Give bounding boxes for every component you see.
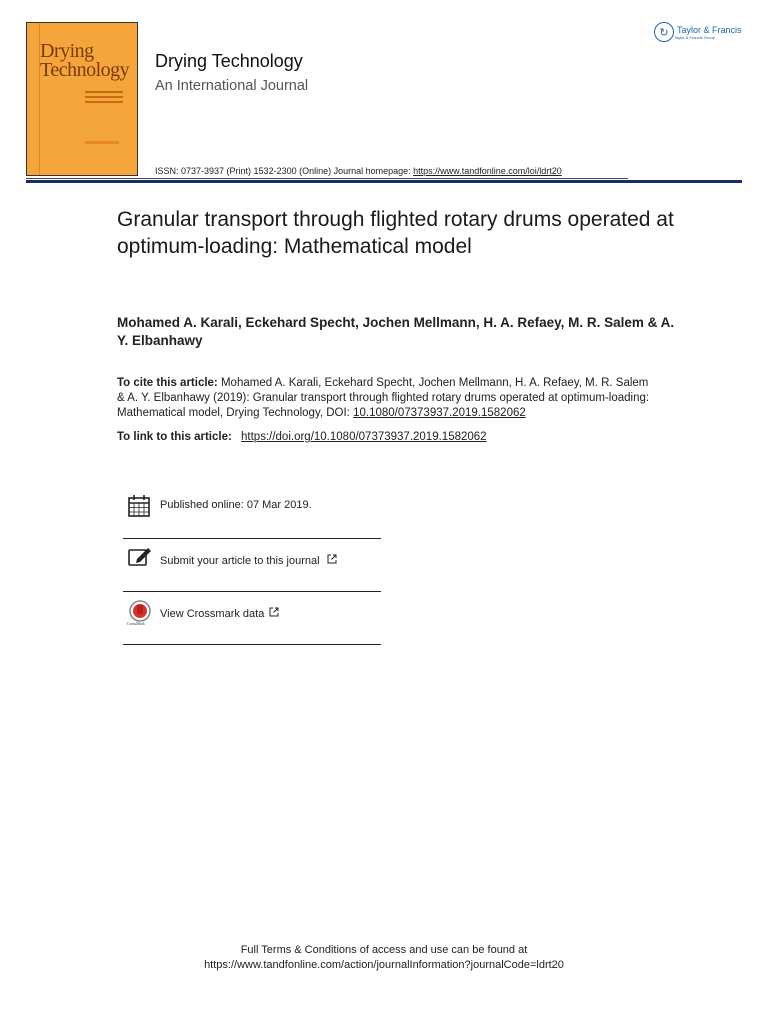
issn-line — [155, 166, 562, 176]
cite-doi-link[interactable]: 10.1080/07373937.2019.1582062 — [353, 407, 526, 419]
cite-label: To cite this article: — [117, 377, 218, 389]
external-link-icon — [327, 554, 337, 564]
publisher-logo[interactable] — [654, 22, 742, 42]
journal-subtitle: An International Journal — [155, 78, 309, 94]
cover-title-line1: Drying — [40, 40, 94, 62]
cover-title-line2: Technology — [40, 59, 130, 81]
crossmark-link[interactable] — [160, 607, 279, 620]
cover-editor-block — [85, 91, 123, 107]
journal-homepage-link[interactable]: https://www.tandfonline.com/loi/ldrt20 — [413, 166, 562, 176]
crossmark-text: View Crossmark data — [160, 608, 265, 620]
header-bar — [26, 180, 742, 183]
article-authors: Mohamed A. Karali, Eckehard Specht, Jochen Mellmann, H. A. Refaey, M. R. Salem & A. Y. Elbanhawy — [117, 315, 675, 348]
external-link-icon — [269, 607, 279, 617]
header-divider — [26, 178, 628, 179]
cover-issue-mark — [85, 141, 119, 144]
edit-icon — [128, 547, 152, 567]
publisher-name: Taylor & Francis — [677, 24, 742, 35]
citation-block — [117, 376, 657, 421]
footer-terms-text: Full Terms & Conditions of access and use can be found at — [240, 944, 528, 956]
published-online-text: Published online: 07 Mar 2019. — [160, 499, 312, 511]
article-link-block — [117, 431, 487, 443]
link-label: To link to this article: — [117, 431, 232, 443]
submit-article-text: Submit your article to this journal — [160, 555, 320, 567]
article-doi-link[interactable]: https://doi.org/10.1080/07373937.2019.1582062 — [241, 431, 487, 443]
divider — [123, 538, 381, 539]
cite-text: Mohamed A. Karali, Eckehard Specht, Jochen Mellmann, H. A. Refaey, M. R. Salem & A. Y. Elbanhawy (2019): Granular transport through flighted rotary drums operated at optimum-loading: Mathematical model, Drying Technology, DOI: — [117, 377, 650, 419]
publisher-logo-icon: ↻ — [654, 22, 674, 42]
calendar-icon — [128, 494, 150, 517]
submit-article-link[interactable] — [160, 554, 337, 567]
journal-title: Drying Technology — [155, 51, 303, 71]
crossmark-icon-label: CrossMark — [127, 621, 145, 626]
issn-text: ISSN: 0737-3937 (Print) 1532-2300 (Online) Journal homepage: — [155, 166, 411, 176]
publisher-group: Taylor & Francis Group — [674, 34, 715, 40]
divider — [123, 591, 381, 592]
journal-cover-image — [26, 22, 138, 176]
article-title: Granular transport through flighted rotary drums operated at optimum-loading: Mathematical model — [117, 208, 674, 258]
footer-terms-link[interactable]: https://www.tandfonline.com/action/journalInformation?journalCode=ldrt20 — [204, 959, 564, 971]
divider — [123, 644, 381, 645]
